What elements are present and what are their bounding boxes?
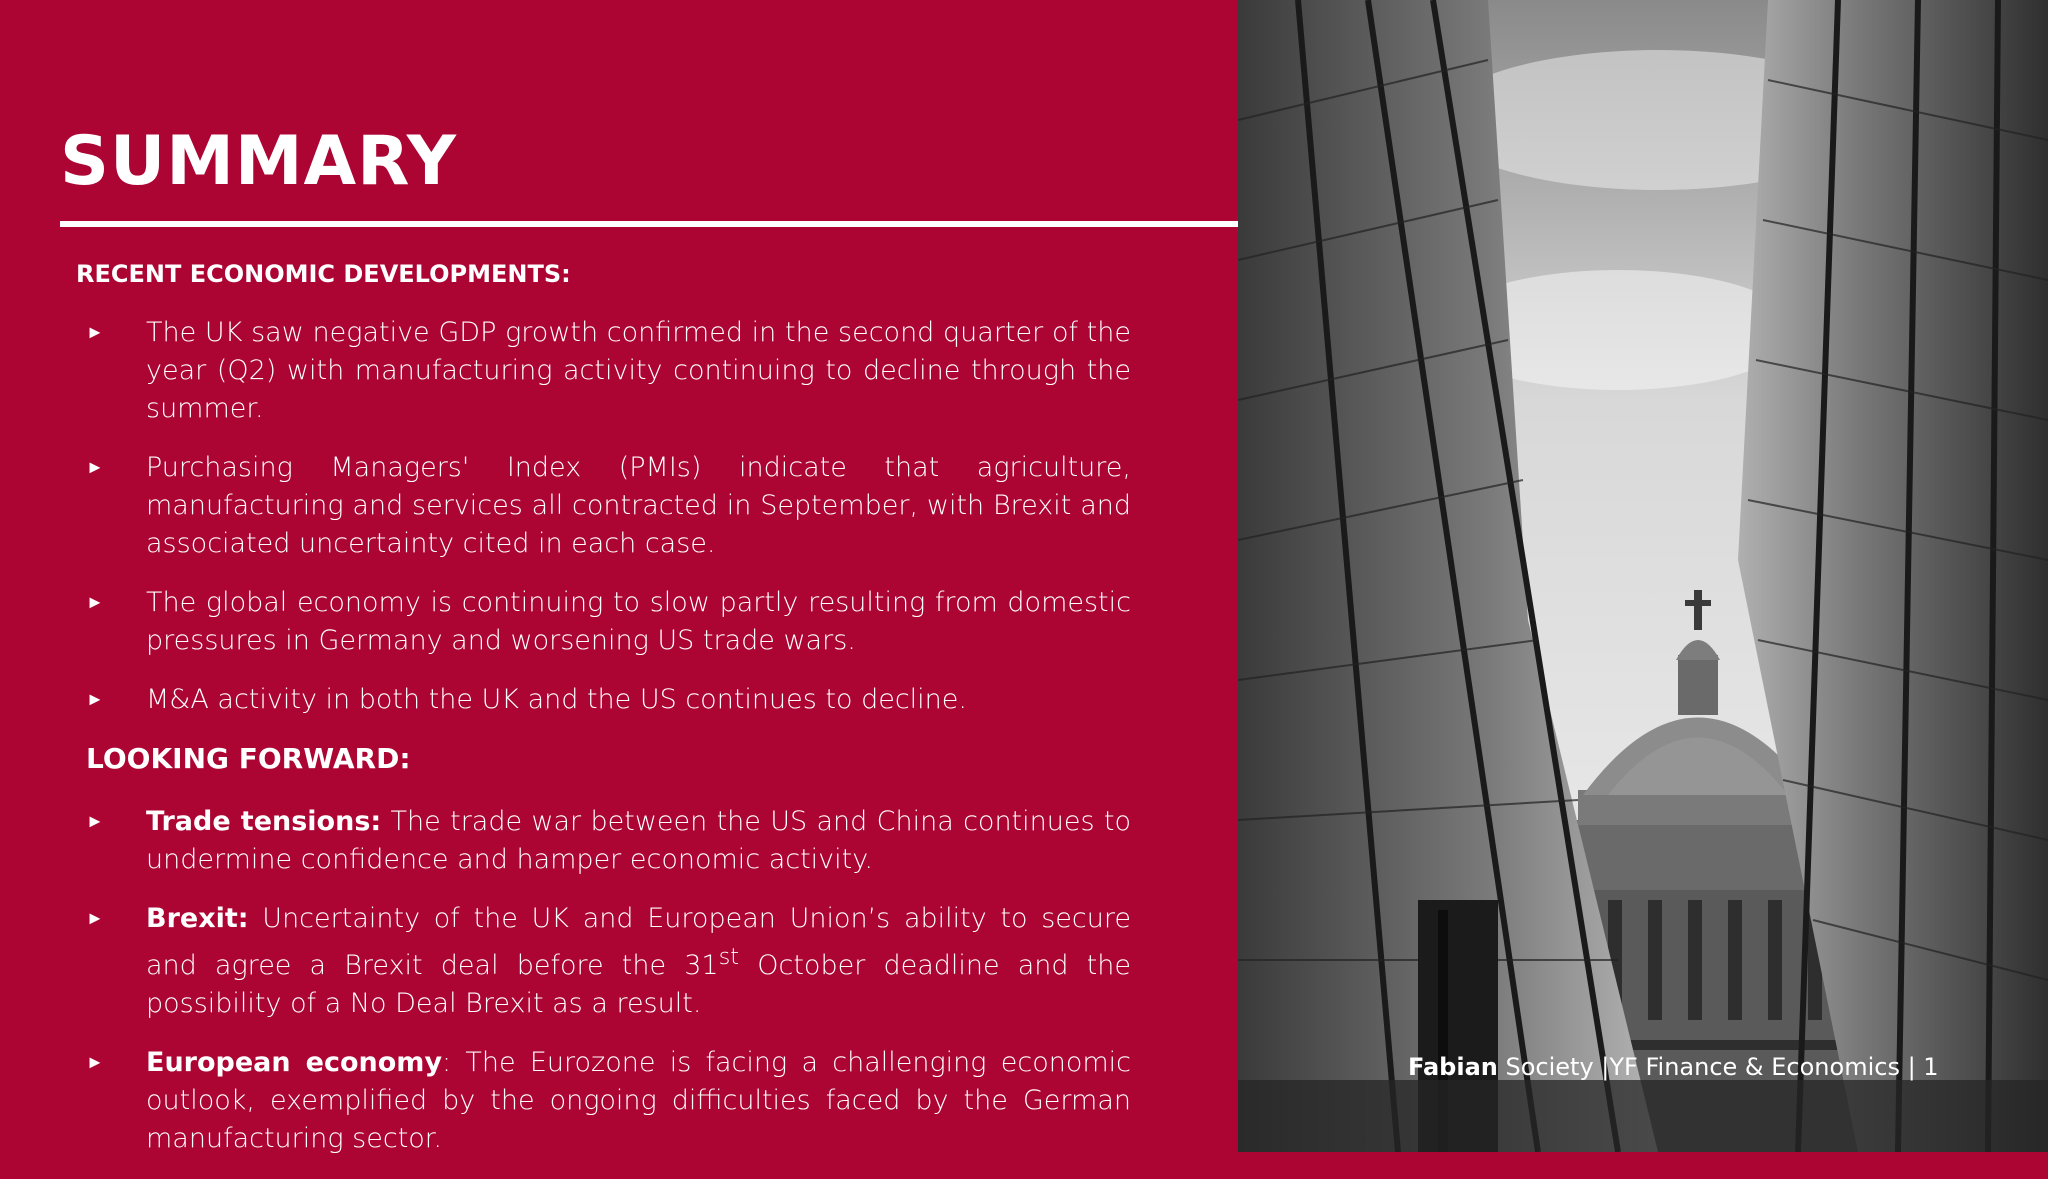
bullet-text: : The Eurozone is facing a challenging economic outlook, exemplified by the ongoing difficulties faced by the German manufacturing sector. [146, 1047, 1131, 1154]
cathedral-photo [1238, 0, 2048, 1152]
bullet-label: European economy [146, 1047, 443, 1078]
slide-title: SUMMARY [60, 122, 458, 201]
bullet-text: October deadline and the possibility of a No Deal Brexit as a result. [146, 950, 1131, 1019]
section-heading-recent: RECENT ECONOMIC DEVELOPMENTS: [76, 260, 571, 288]
bullet-label: Brexit: [146, 903, 249, 934]
title-underline [60, 221, 1238, 227]
bullet-label: Trade tensions: [146, 806, 382, 837]
list-item [86, 803, 1131, 879]
bullet-arrow-icon: ► [86, 322, 104, 343]
bullet-text: M&A activity in both the UK and the US continues to decline. [146, 684, 967, 715]
list-item [86, 900, 1131, 1023]
bullet-text: The trade war between the US and China continues to undermine confidence and hamper economic activity. [146, 806, 1131, 875]
footer-text: Society |YF Finance & Economics | 1 [1497, 1053, 1939, 1081]
bullet-arrow-icon: ► [86, 689, 104, 710]
bullet-text: Uncertainty of the UK and European Union’s ability to secure and agree a Brexit deal before the 31 [146, 903, 1131, 981]
list-item [86, 449, 1131, 563]
list-item [86, 314, 1131, 428]
list-item [86, 1044, 1131, 1158]
bullet-arrow-icon: ► [86, 1052, 104, 1073]
bullet-text: The global economy is continuing to slow partly resulting from domestic pressures in Germany and worsening US trade wars. [146, 587, 1131, 656]
list-item [86, 584, 1131, 660]
recent-developments-list [86, 314, 1131, 740]
bullet-text: Purchasing Managers' Index (PMIs) indicate that agriculture, manufacturing and services all contracted in September, with Brexit and associated uncertainty cited in each case. [146, 452, 1131, 559]
cathedral-photo-image [1238, 0, 2048, 1152]
looking-forward-list [86, 803, 1131, 1179]
ordinal-suffix: st [718, 944, 740, 970]
list-item [86, 681, 1131, 719]
footer-brand: Fabian [1408, 1053, 1498, 1081]
bullet-arrow-icon: ► [86, 592, 104, 613]
bullet-text: The UK saw negative GDP growth confirmed in the second quarter of the year (Q2) with manufacturing activity continuing to decline through the summer. [146, 317, 1131, 424]
bullet-arrow-icon: ► [86, 908, 104, 929]
bullet-arrow-icon: ► [86, 811, 104, 832]
bullet-arrow-icon: ► [86, 457, 104, 478]
section-heading-forward: LOOKING FORWARD: [86, 742, 411, 775]
footer [1408, 1053, 1939, 1081]
